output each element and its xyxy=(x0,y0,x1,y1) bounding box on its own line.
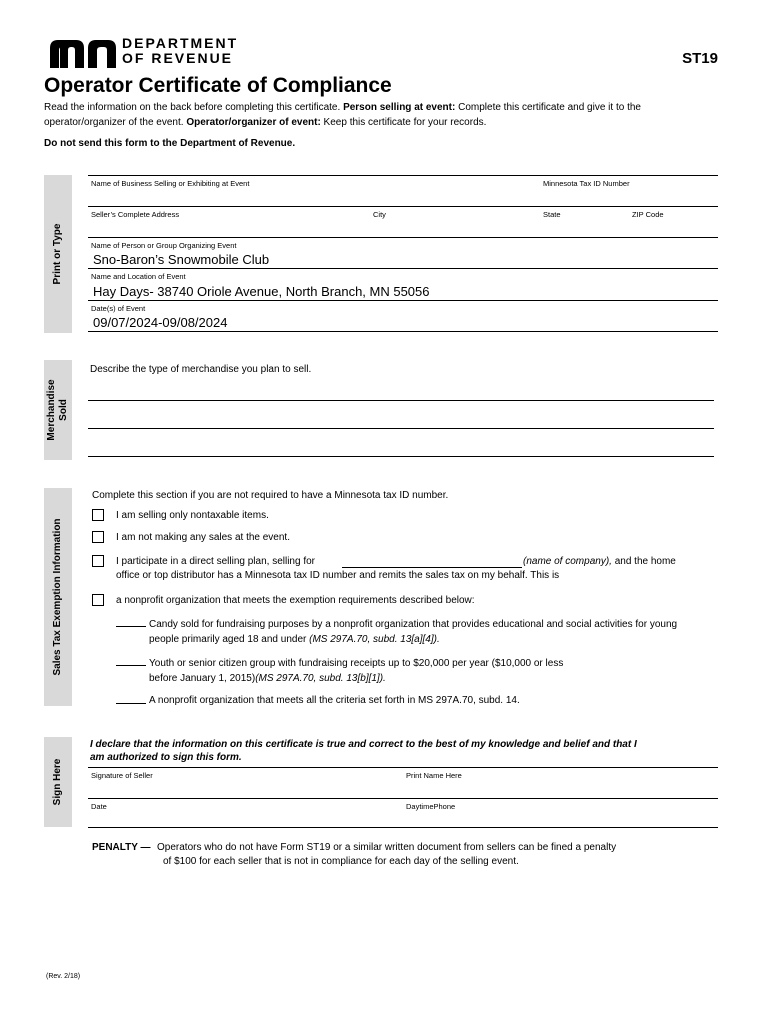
section-label-sign: Sign Here xyxy=(52,758,63,806)
checkbox-no-sales[interactable] xyxy=(92,531,104,543)
option-no-sales: I am not making any sales at the event. xyxy=(116,532,290,543)
sidebar-print-type xyxy=(44,175,72,333)
no-send-notice: Do not send this form to the Department of Revenue. xyxy=(44,138,296,149)
option-nontaxable: I am selling only nontaxable items. xyxy=(116,510,269,521)
field-rule xyxy=(88,300,718,301)
penalty-text-line1: Operators who do not have Form ST19 or a similar written document from sellers can be fined a penalty xyxy=(157,842,617,853)
intro-bold-1: Person selling at event: xyxy=(343,102,456,113)
tax-id-label: Minnesota Tax ID Number xyxy=(543,179,630,188)
checkbox-nonprofit[interactable] xyxy=(92,594,104,606)
checkbox-direct-selling[interactable] xyxy=(92,555,104,567)
option-nonprofit: a nonprofit organization that meets the exemption requirements described below: xyxy=(116,595,475,606)
date-label: Date xyxy=(91,802,107,811)
section-label-print-type: Print or Type xyxy=(52,223,63,285)
option-direct-selling: I participate in a direct selling plan, selling for xyxy=(116,556,315,567)
signature-label: Signature of Seller xyxy=(91,771,153,780)
section-label-merchandise-line1: Merchandise xyxy=(46,379,57,441)
organizer-value[interactable]: Sno-Baron’s Snowmobile Club xyxy=(93,252,270,267)
intro-text-1: Read the information on the back before completing this certificate. xyxy=(44,102,344,113)
exemption-intro: Complete this section if you are not required to have a Minnesota tax ID number. xyxy=(92,490,449,501)
zip-label: ZIP Code xyxy=(632,210,664,219)
checkbox-nontaxable[interactable] xyxy=(92,509,104,521)
sub-candy-text: people primarily aged 18 and under xyxy=(149,634,310,645)
revision-date: (Rev. 2/18) xyxy=(46,973,81,980)
business-name-label: Name of Business Selling or Exhibiting at Event xyxy=(91,179,250,188)
field-rule xyxy=(88,331,718,332)
logo-line1: DEPARTMENT xyxy=(122,35,239,51)
section-label-exemption: Sales Tax Exemption Information xyxy=(52,518,63,676)
field-rule xyxy=(88,175,718,176)
merchandise-line-1[interactable] xyxy=(88,400,714,401)
penalty-text-line2: of $100 for each seller that is not in compliance for each day of the selling event. xyxy=(163,856,519,867)
declaration: I declare that the information on this certificate is true and correct to the best of my knowledge and belief and that I am authorized to sign this form. xyxy=(90,739,637,763)
intro-text-3: Keep this certificate for your records. xyxy=(320,117,487,128)
candy-blank[interactable] xyxy=(116,626,146,627)
merchandise-prompt: Describe the type of merchandise you plan to sell. xyxy=(90,364,312,375)
merchandise-line-2[interactable] xyxy=(88,428,714,429)
intro-text-2: Complete this certificate and give it to the operator/organizer of the event. xyxy=(44,102,641,128)
field-rule xyxy=(88,237,718,238)
sub-youth-line1: Youth or senior citizen group with fundraising receipts up to $20,000 per year ($10,000 or less xyxy=(149,658,564,669)
sub-youth-line2 xyxy=(149,671,709,686)
sidebar-exemption xyxy=(44,488,72,706)
nonprofit-criteria-blank[interactable] xyxy=(116,703,146,704)
sub-candy-line1: Candy sold for fundraising purposes by a nonprofit organization that provides educational and social activities for young xyxy=(149,619,678,630)
field-rule xyxy=(88,268,718,269)
event-location-label: Name and Location of Event xyxy=(91,272,186,281)
mn-logo-icon xyxy=(50,38,118,68)
company-name-hint: (name of company), xyxy=(523,556,612,567)
option-direct-selling-tail: and the home xyxy=(611,556,676,567)
sub-youth-statute: (MS 297A.70, subd. 13[b][1]). xyxy=(255,673,386,684)
sidebar-sign xyxy=(44,737,72,827)
sidebar-merchandise xyxy=(44,360,72,460)
organizer-label: Name of Person or Group Organizing Event xyxy=(91,241,237,250)
city-label: City xyxy=(373,210,386,219)
field-rule xyxy=(88,827,718,828)
section-label-merchandise xyxy=(46,379,70,440)
logo-line2: OF REVENUE xyxy=(122,50,234,66)
print-name-label: Print Name Here xyxy=(406,771,462,780)
section-label-merchandise-line2: Sold xyxy=(58,399,69,421)
sub-youth xyxy=(149,656,709,686)
form-code: ST19 xyxy=(682,50,718,67)
phone-label: DaytimePhone xyxy=(406,802,456,811)
field-rule xyxy=(88,206,718,207)
state-label: State xyxy=(543,210,561,219)
address-label: Seller’s Complete Address xyxy=(91,210,180,219)
dates-value[interactable]: 09/07/2024-09/08/2024 xyxy=(93,315,228,330)
company-name-blank[interactable] xyxy=(342,567,522,568)
option-direct-selling-line2: office or top distributor has a Minnesota tax ID number and remits the sales tax on my behalf. This is xyxy=(116,570,560,581)
page-title: Operator Certificate of Compliance xyxy=(44,74,392,97)
merchandise-line-3[interactable] xyxy=(88,456,714,457)
field-rule xyxy=(88,798,718,799)
event-location-value[interactable]: Hay Days- 38740 Oriole Avenue, North Branch, MN 55056 xyxy=(93,284,430,299)
sub-candy xyxy=(149,617,729,647)
sub-nonprofit-criteria: A nonprofit organization that meets all the criteria set forth in MS 297A.70, subd. 14. xyxy=(149,695,520,706)
sub-youth-text: before January 1, 2015) xyxy=(149,673,256,684)
logo-text xyxy=(122,36,238,66)
penalty-label: PENALTY — xyxy=(92,842,151,853)
intro-bold-2: Operator/organizer of event: xyxy=(186,117,321,128)
sub-candy-line2 xyxy=(149,632,729,647)
field-rule xyxy=(88,767,718,768)
youth-blank[interactable] xyxy=(116,665,146,666)
option-direct-selling-cont xyxy=(523,556,676,567)
intro-paragraph xyxy=(44,100,724,130)
dates-label: Date(s) of Event xyxy=(91,304,146,313)
sub-candy-statute: (MS 297A.70, subd. 13[a][4]). xyxy=(309,634,440,645)
